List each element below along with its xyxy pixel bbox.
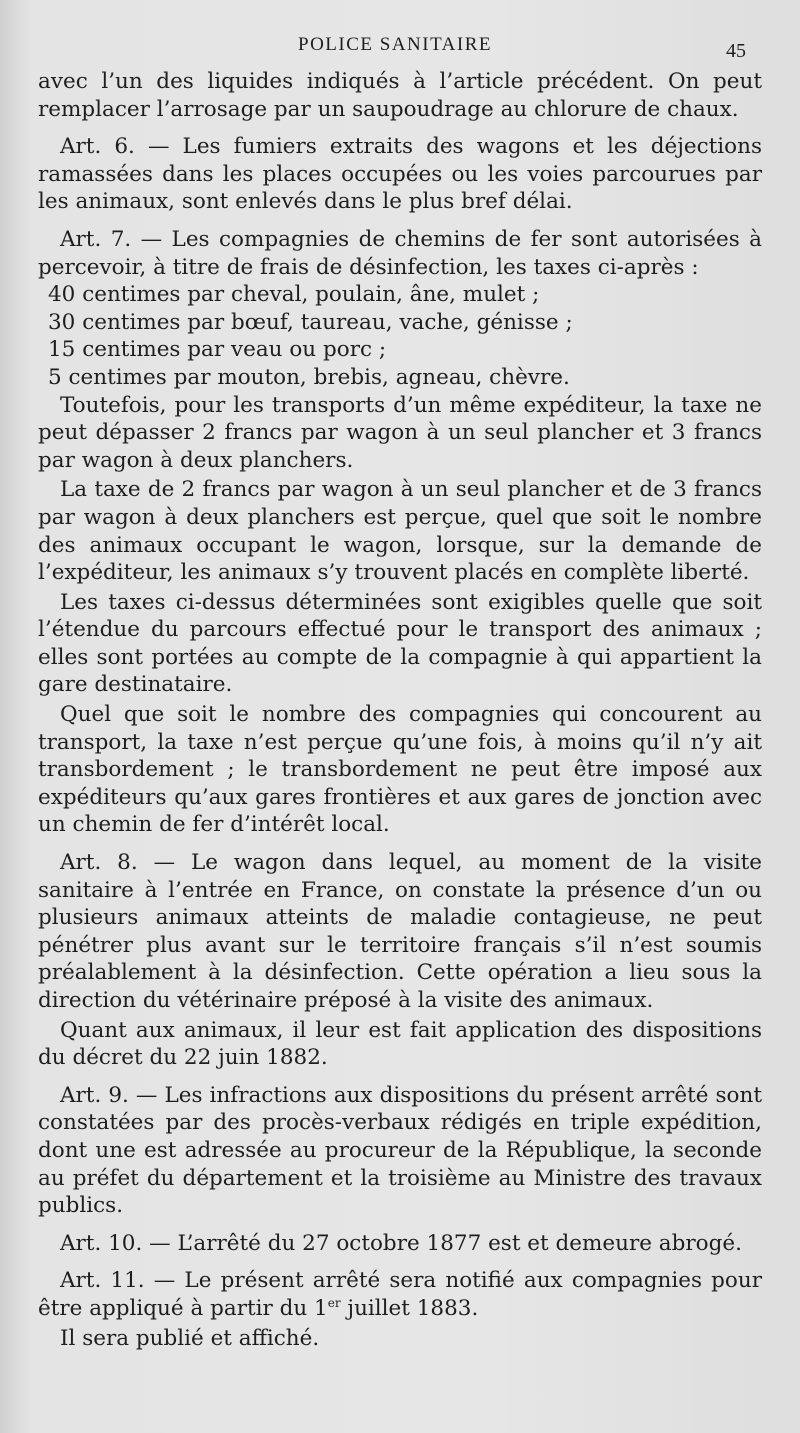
paragraph-continuation: avec l’un des liquides indiqués à l’article précédent. On peut remplacer l’arrosage par un saupoudrage au chlorure de chaux.: [38, 69, 762, 122]
rate-line: 15 centimes par veau ou porc ;: [48, 337, 387, 363]
paragraph-taxe: La taxe de 2 francs par wagon à un seul plancher et de 3 francs par wagon à deux planchers est perçue, quel que soit le nombre des animaux occupant le wagon, lorsque, sur la demande de l’expéditeur, les animaux s’y trouvent placés en complète liberté.: [38, 477, 762, 586]
article-11: [38, 1267, 762, 1322]
article-7: Art. 7. — Les compagnies de chemins de fer sont autorisées à percevoir, à titre de frais de désinfection, les taxes ci-après :: [38, 226, 762, 280]
article-10: Art. 10. — L’arrêté du 27 octobre 1877 est et demeure abrogé.: [60, 1230, 742, 1256]
rate-line: 30 centimes par bœuf, taureau, vache, génisse ;: [48, 309, 573, 335]
rate-line: 40 centimes par cheval, poulain, âne, mulet ;: [48, 282, 540, 308]
paragraph-toutefois: Toutefois, pour les transports d’un même expéditeur, la taxe ne peut dépasser 2 francs par wagon à un seul plancher et 3 francs par wagon à deux planchers.: [38, 392, 762, 473]
page-number: 45: [726, 40, 746, 62]
paragraph-publie: Il sera publié et affiché.: [60, 1325, 320, 1351]
article-11-date: juillet 1883.: [340, 1295, 479, 1321]
rate-line: 5 centimes par mouton, brebis, agneau, chèvre.: [48, 364, 570, 390]
body-text: [38, 68, 762, 1354]
paragraph-exigibles: Les taxes ci-dessus déterminées sont exigibles quelle que soit l’étendue du parcours effectué pour le transport des animaux ; elles sont portées au compte de la compagnie à qui appartient la gare destinataire.: [38, 589, 762, 698]
article-8: Art. 8. — Le wagon dans lequel, au moment de la visite sanitaire à l’entrée en France, on constate la présence d’un ou plusieurs animaux atteints de maladie contagieuse, ne peut pénétrer plus avant sur le territoire français s’il n’est soumis préalablement à la désinfection. Cette opération a lieu sous la direction du vétérinaire préposé à la visite des animaux.: [38, 850, 762, 1013]
article-11-superscript: er: [327, 1295, 341, 1310]
paragraph-transbordement: Quel que soit le nombre des compagnies qui concourent au transport, la taxe n’est perçue qu’une fois, à moins qu’il n’y ait transbordement ; le transbordement ne peut être imposé aux expéditeurs qu’aux gares frontières et aux gares de jonction avec un chemin de fer d’intérêt local.: [38, 702, 762, 838]
running-header: [0, 34, 800, 64]
article-9: Art. 9. — Les infractions aux dispositions du présent arrêté sont constatées par des procès-verbaux rédigés en triple expédition, dont une est adressée au procureur de la République, la seconde au préfet du département et la troisième au Ministre des travaux publics.: [38, 1082, 762, 1219]
article-11-text: Art. 11. — Le présent arrêté sera notifié aux compagnies pour être appliqué à partir du 1: [38, 1268, 762, 1321]
article-6: Art. 6. — Les fumiers extraits des wagons et les déjections ramassées dans les places occupées ou les voies parcourues par les animaux, sont enlevés dans le plus bref délai.: [38, 134, 762, 215]
running-title: POLICE SANITAIRE: [298, 34, 492, 55]
paragraph-quant: Quant aux animaux, il leur est fait application des dispositions du décret du 22 juin 1882.: [38, 1017, 762, 1071]
